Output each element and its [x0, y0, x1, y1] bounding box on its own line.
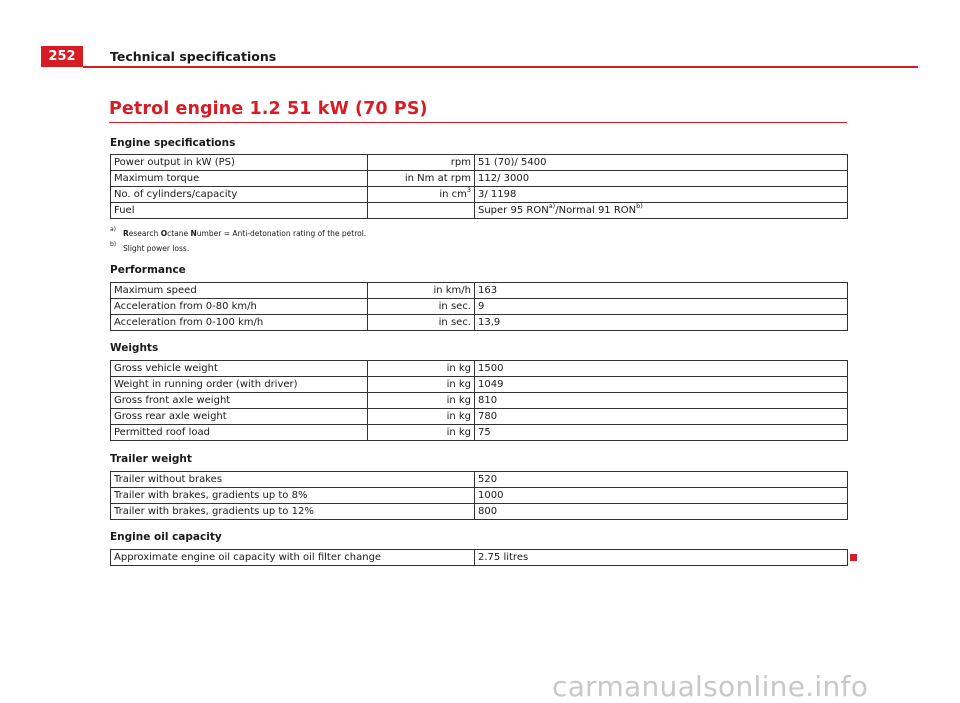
row-value: 13,9 — [475, 315, 848, 331]
table-row — [111, 315, 848, 331]
watermark: carmanualsonline.info — [552, 670, 869, 703]
row-label: No. of cylinders/capacity — [111, 187, 368, 203]
row-unit: in km/h — [368, 283, 475, 299]
table-row — [111, 504, 848, 520]
footnote-text: Slight power loss. — [123, 244, 190, 253]
row-value: 780 — [475, 409, 848, 425]
row-unit — [368, 203, 475, 219]
row-unit: in sec. — [368, 315, 475, 331]
row-label: Acceleration from 0-80 km/h — [111, 299, 368, 315]
row-value: 800 — [475, 504, 848, 520]
page-number: 252 — [41, 46, 83, 67]
row-unit: in kg — [368, 409, 475, 425]
table-row — [111, 203, 848, 219]
row-unit: in kg — [368, 425, 475, 441]
row-value: 1000 — [475, 488, 848, 504]
oil-table — [110, 549, 848, 566]
header-section-title: Technical specifications — [110, 49, 277, 64]
weights-section-title: Weights — [110, 342, 159, 354]
row-value: 1500 — [475, 361, 848, 377]
table-row — [111, 299, 848, 315]
row-label: Weight in running order (with driver) — [111, 377, 368, 393]
row-unit: rpm — [368, 155, 475, 171]
performance-section-title: Performance — [110, 264, 186, 276]
row-label: Permitted roof load — [111, 425, 368, 441]
row-value: 520 — [475, 472, 848, 488]
row-value: 2.75 litres — [475, 550, 848, 566]
table-row — [111, 393, 848, 409]
table-row — [111, 377, 848, 393]
oil-section-title: Engine oil capacity — [110, 531, 222, 543]
row-unit: in kg — [368, 361, 475, 377]
row-label: Maximum torque — [111, 171, 368, 187]
row-value: 3/ 1198 — [475, 187, 848, 203]
row-value: 163 — [475, 283, 848, 299]
page-title: Petrol engine 1.2 51 kW (70 PS) — [109, 99, 428, 119]
row-value: 75 — [475, 425, 848, 441]
table-row — [111, 361, 848, 377]
table-row — [111, 472, 848, 488]
table-row — [111, 283, 848, 299]
table-row — [111, 187, 848, 203]
row-label: Gross rear axle weight — [111, 409, 368, 425]
row-value: 112/ 3000 — [475, 171, 848, 187]
header-rule — [83, 66, 918, 68]
row-label: Gross vehicle weight — [111, 361, 368, 377]
row-unit: in kg — [368, 393, 475, 409]
table-row — [111, 171, 848, 187]
table-row — [111, 425, 848, 441]
table-row — [111, 488, 848, 504]
section-end-marker — [850, 554, 857, 561]
trailer-section-title: Trailer weight — [110, 453, 192, 465]
row-value: 9 — [475, 299, 848, 315]
engine-section-title: Engine specifications — [110, 137, 236, 149]
row-unit: in $cm^3$ — [368, 187, 475, 203]
row-unit: in kg — [368, 377, 475, 393]
row-value: Super 95 RON$^{a)}$/Normal 91 RON$^{b)}$ — [475, 203, 848, 219]
row-unit: in sec. — [368, 299, 475, 315]
row-label: Trailer with brakes, gradients up to 12% — [111, 504, 475, 520]
row-label: Trailer without brakes — [111, 472, 475, 488]
trailer-table — [110, 471, 848, 520]
weights-table — [110, 360, 848, 441]
performance-table — [110, 282, 848, 331]
row-label: Approximate engine oil capacity with oil filter change — [111, 550, 475, 566]
footnote-text: Research Octane Number = Anti-detonation rating of the petrol. — [123, 229, 367, 238]
row-label: Maximum speed — [111, 283, 368, 299]
table-row — [111, 550, 848, 566]
row-label: Gross front axle weight — [111, 393, 368, 409]
footnote-mark: a) — [110, 226, 117, 233]
row-label: Acceleration from 0-100 km/h — [111, 315, 368, 331]
row-label: Trailer with brakes, gradients up to 8% — [111, 488, 475, 504]
engine-spec-table — [110, 154, 848, 219]
footnote-mark: b) — [110, 241, 117, 248]
row-value: 810 — [475, 393, 848, 409]
row-label: Fuel — [111, 203, 368, 219]
row-value: 51 (70)/ 5400 — [475, 155, 848, 171]
title-rule — [109, 122, 847, 123]
row-label: Power output in kW (PS) — [111, 155, 368, 171]
row-unit: in Nm at rpm — [368, 171, 475, 187]
table-row — [111, 409, 848, 425]
table-row — [111, 155, 848, 171]
row-value: 1049 — [475, 377, 848, 393]
